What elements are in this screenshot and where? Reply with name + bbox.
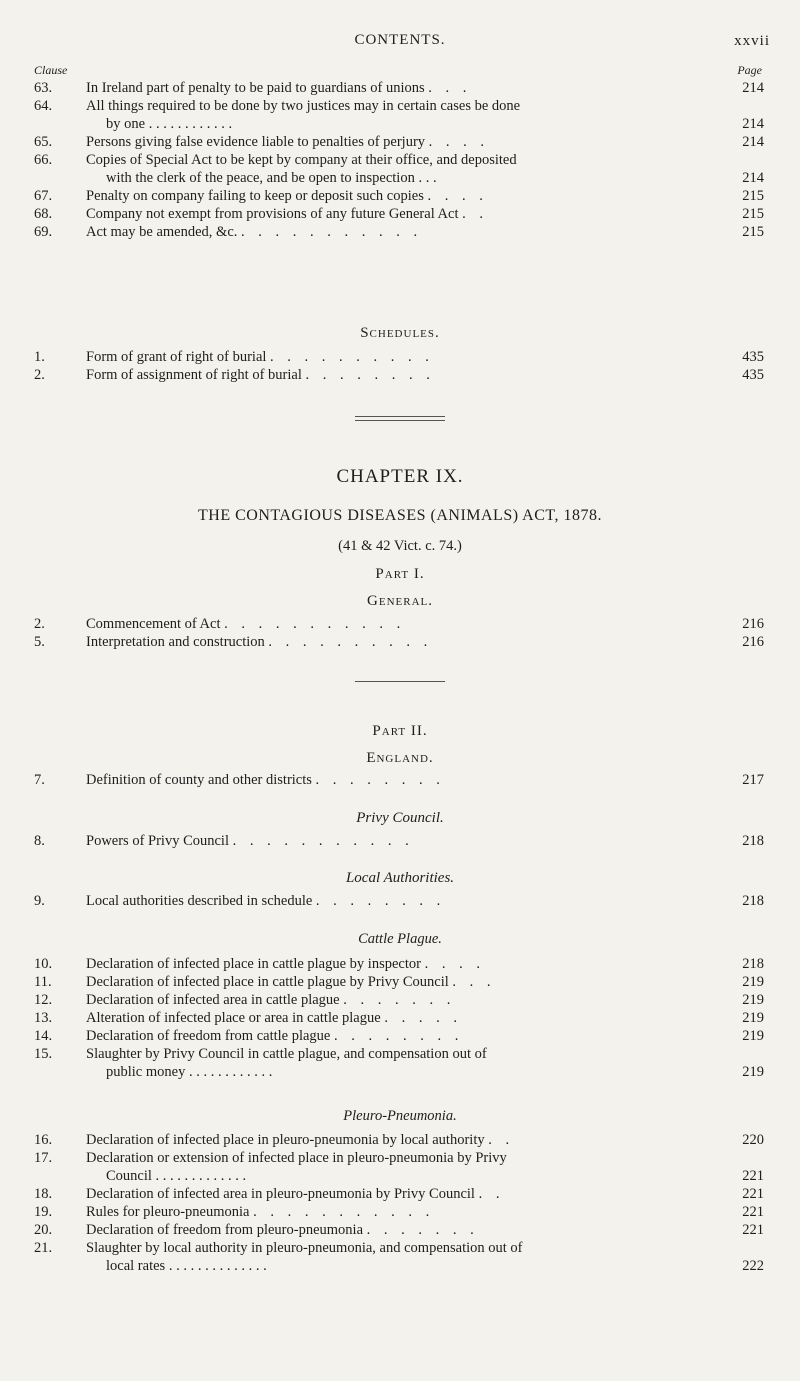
- clause-number: 2.: [34, 616, 45, 632]
- entry-continuation-text: with the clerk of the peace, and be open to inspection: [106, 170, 415, 186]
- page-reference: 215: [742, 224, 764, 240]
- toc-entry: [34, 1203, 764, 1221]
- entry-continuation-text: public money: [106, 1064, 186, 1080]
- clause-number: 10.: [34, 956, 53, 972]
- entry-title: [86, 633, 720, 651]
- entry-title-text: Form of assignment of right of burial: [86, 367, 302, 383]
- page-reference: 214: [742, 80, 764, 96]
- clause-number: 19.: [34, 1204, 53, 1220]
- entry-title-text: Declaration of infected area in pleuro-pneumonia by Privy Council: [86, 1186, 475, 1202]
- entry-title: [86, 615, 720, 633]
- page-number: xxvii: [734, 33, 770, 49]
- entry-title-text: Declaration of freedom from cattle plague: [86, 1028, 331, 1044]
- clause-number: 63.: [34, 80, 53, 96]
- leader-dots: . . . . . . . . . . . . .: [155, 1168, 247, 1184]
- page-reference: 216: [742, 616, 764, 632]
- toc-entry: [34, 1185, 764, 1203]
- clause-number: 5.: [34, 634, 45, 650]
- entry-title: [86, 97, 720, 115]
- leader-dots: . .: [478, 1186, 505, 1202]
- leader-dots: . . . . . . . .: [315, 893, 446, 909]
- page-reference: 435: [742, 367, 764, 383]
- toc-entry: [34, 1027, 764, 1045]
- toc-entry: [34, 1239, 764, 1275]
- entry-title: [86, 1027, 720, 1045]
- schedules-heading: Schedules.: [360, 325, 440, 341]
- clause-column-label: Clause: [34, 63, 68, 77]
- entry-title-text: Commencement of Act: [86, 616, 221, 632]
- act-citation: (41 & 42 Vict. c. 74.): [338, 538, 462, 554]
- entry-title: [86, 991, 720, 1009]
- entry-title-text: Declaration of infected place in cattle plague by inspector: [86, 956, 421, 972]
- leader-dots: . . . .: [427, 188, 488, 204]
- cattle-plague-heading: Cattle Plague.: [358, 931, 442, 947]
- entry-title-text: Slaughter by Privy Council in cattle plague, and compensation out of: [86, 1046, 487, 1062]
- entry-title-text: Local authorities described in schedule: [86, 893, 313, 909]
- page-reference: 221: [742, 1222, 764, 1238]
- page-reference: 219: [742, 1064, 764, 1080]
- entry-title-text: Interpretation and construction: [86, 634, 265, 650]
- clause-number: 8.: [34, 833, 45, 849]
- leader-dots: . . . . . . . . . . . . . .: [168, 1258, 267, 1274]
- page-reference: 218: [742, 956, 764, 972]
- leader-dots: . . .: [452, 974, 496, 990]
- leader-dots: . . . . . . . . . . .: [232, 833, 414, 849]
- clause-number: 69.: [34, 224, 53, 240]
- entry-title: [86, 892, 720, 910]
- entry-title-text: Declaration of freedom from pleuro-pneumonia: [86, 1222, 364, 1238]
- entry-continuation-text: by one: [106, 116, 146, 132]
- leader-dots: . .: [488, 1132, 515, 1148]
- page-reference: 217: [742, 772, 764, 788]
- clause-number: 21.: [34, 1240, 53, 1256]
- page-column-label: Page: [737, 63, 762, 77]
- toc-entry: [34, 348, 764, 366]
- clause-number: 7.: [34, 772, 45, 788]
- page-reference: 221: [742, 1204, 764, 1220]
- toc-section-privy-council: [34, 832, 764, 850]
- chapter-title: CHAPTER IX.: [336, 466, 464, 487]
- toc-section-schedules: [34, 348, 764, 384]
- leader-dots: . . . . . . . . . . . .: [148, 116, 233, 132]
- entry-title: [86, 79, 720, 97]
- clause-number: 14.: [34, 1028, 53, 1044]
- leader-dots: . . . . . . .: [343, 992, 456, 1008]
- toc-entry: [34, 991, 764, 1009]
- entry-title-text: Rules for pleuro-pneumonia: [86, 1204, 250, 1220]
- leader-dots: . . . . . . . . . . . .: [188, 1064, 273, 1080]
- entry-title: [86, 955, 720, 973]
- toc-entry: [34, 223, 764, 241]
- page-reference: 221: [742, 1186, 764, 1202]
- toc-section-part2: [34, 771, 764, 789]
- toc-entry: [34, 832, 764, 850]
- entry-title: [86, 832, 720, 850]
- clause-number: 16.: [34, 1132, 53, 1148]
- entry-title-text: Declaration of infected place in cattle plague by Privy Council: [86, 974, 449, 990]
- clause-number: 65.: [34, 134, 53, 150]
- clause-number: 17.: [34, 1150, 53, 1166]
- toc-entry: [34, 1221, 764, 1239]
- part2-subtitle: England.: [366, 750, 434, 766]
- clause-number: 67.: [34, 188, 53, 204]
- entry-title: [86, 133, 720, 151]
- page-reference: 216: [742, 634, 764, 650]
- chapter-divider: [355, 416, 445, 421]
- toc-entry: [34, 1149, 764, 1185]
- toc-entry: [34, 771, 764, 789]
- toc-entry: [34, 1009, 764, 1027]
- toc-section-pleuro-pneumonia: [34, 1131, 764, 1275]
- entry-title-text: Company not exempt from provisions of any future General Act: [86, 206, 459, 222]
- local-authorities-heading: Local Authorities.: [345, 870, 455, 886]
- entry-title: [86, 1045, 720, 1063]
- page-reference: 435: [742, 349, 764, 365]
- page-reference: 215: [742, 188, 764, 204]
- leader-dots: . .: [462, 206, 488, 222]
- entry-continuation-text: local rates: [106, 1258, 166, 1274]
- page-reference: 214: [742, 116, 764, 132]
- leader-dots: . . . . . . . . . .: [268, 634, 433, 650]
- entry-title-text: Slaughter by local authority in pleuro-pneumonia, and compensation out of: [86, 1240, 523, 1256]
- entry-title-text: Declaration of infected area in cattle plague: [86, 992, 340, 1008]
- part1-title: Part I.: [375, 566, 425, 582]
- entry-title: [86, 1149, 720, 1167]
- page-reference: 219: [742, 992, 764, 1008]
- toc-entry: [34, 366, 764, 384]
- page-reference: 214: [742, 170, 764, 186]
- entry-title-text: Alteration of infected place or area in cattle plague: [86, 1010, 381, 1026]
- page-reference: 219: [742, 974, 764, 990]
- leader-dots: . . . .: [424, 956, 485, 972]
- entry-title: [86, 366, 720, 384]
- leader-dots: . . . . . . . .: [334, 1028, 464, 1044]
- clause-number: 68.: [34, 206, 53, 222]
- entry-title-text: All things required to be done by two justices may in certain cases be done: [86, 98, 521, 114]
- entry-title: [86, 348, 720, 366]
- entry-title: [86, 1203, 720, 1221]
- part-divider: [355, 681, 445, 682]
- toc-entry: [34, 97, 764, 133]
- entry-title: [86, 771, 720, 789]
- toc-entry: [34, 955, 764, 973]
- clause-number: 2.: [34, 367, 45, 383]
- entry-title-text: Penalty on company failing to keep or deposit such copies: [86, 188, 424, 204]
- leader-dots: . . .: [428, 80, 472, 96]
- entry-title: [86, 973, 720, 991]
- page-reference: 215: [742, 206, 764, 222]
- clause-number: 12.: [34, 992, 53, 1008]
- toc-entry: [34, 79, 764, 97]
- clause-number: 66.: [34, 152, 53, 168]
- entry-continuation-text: Council: [106, 1168, 152, 1184]
- entry-title-text: Act may be amended, &c.: [86, 224, 238, 240]
- entry-title-continuation: [106, 115, 720, 133]
- entry-title: [86, 1221, 720, 1239]
- clause-number: 15.: [34, 1046, 53, 1062]
- entry-title: [86, 223, 720, 241]
- part2-title: Part II.: [372, 723, 428, 739]
- entry-title-continuation: [106, 1167, 720, 1185]
- entry-title: [86, 187, 720, 205]
- leader-dots: . . . . . . . .: [315, 772, 445, 788]
- page-reference: 222: [742, 1258, 764, 1274]
- page-reference: 219: [742, 1028, 764, 1044]
- toc-entry: [34, 205, 764, 223]
- toc-entry: [34, 151, 764, 187]
- entry-title-text: Persons giving false evidence liable to penalties of perjury: [86, 134, 426, 150]
- entry-title-text: Declaration of infected place in pleuro-pneumonia by local authority: [86, 1132, 485, 1148]
- entry-title: [86, 151, 720, 169]
- entry-title-text: Definition of county and other districts: [86, 772, 312, 788]
- toc-entry: [34, 1131, 764, 1149]
- toc-entry: [34, 1045, 764, 1081]
- clause-number: 9.: [34, 893, 45, 909]
- page-reference: 219: [742, 1010, 764, 1026]
- entry-title-text: In Ireland part of penalty to be paid to guardians of unions: [86, 80, 425, 96]
- leader-dots: . . . .: [428, 134, 490, 150]
- clause-number: 20.: [34, 1222, 53, 1238]
- entry-title-continuation: [106, 1257, 720, 1275]
- toc-entry: [34, 973, 764, 991]
- leader-dots: . . . . . . . . . .: [270, 349, 434, 365]
- toc-entry: [34, 892, 764, 910]
- toc-entry: [34, 615, 764, 633]
- toc-section-clauses: [34, 79, 764, 241]
- act-title: THE CONTAGIOUS DISEASES (ANIMALS) ACT, 1878.: [198, 507, 602, 524]
- toc-entry: [34, 133, 764, 151]
- page-reference: 214: [742, 134, 764, 150]
- leader-dots: . . . . .: [384, 1010, 462, 1026]
- pleuro-pneumonia-heading: Pleuro-Pneumonia.: [343, 1108, 457, 1124]
- clause-number: 13.: [34, 1010, 53, 1026]
- clause-number: 64.: [34, 98, 53, 114]
- page-reference: 218: [742, 893, 764, 909]
- entry-title: [86, 1009, 720, 1027]
- entry-title: [86, 1239, 720, 1257]
- entry-title: [86, 1185, 720, 1203]
- entry-title-text: Copies of Special Act to be kept by company at their office, and deposited: [86, 152, 517, 168]
- leader-dots: . . .: [418, 170, 437, 186]
- toc-section-part1: [34, 615, 764, 651]
- entry-title-text: Powers of Privy Council: [86, 833, 229, 849]
- privy-council-heading: Privy Council.: [356, 810, 444, 826]
- leader-dots: . . . . . . . . . . .: [224, 616, 406, 632]
- entry-title: [86, 205, 720, 223]
- toc-entry: [34, 633, 764, 651]
- clause-number: 1.: [34, 349, 45, 365]
- entry-title-continuation: [106, 1063, 720, 1081]
- page-reference: 218: [742, 833, 764, 849]
- toc-section-local-authorities: [34, 892, 764, 910]
- leader-dots: . . . . . . .: [366, 1222, 479, 1238]
- leader-dots: . . . . . . . . . . .: [253, 1204, 435, 1220]
- entry-title-continuation: [106, 169, 720, 187]
- clause-number: 18.: [34, 1186, 53, 1202]
- toc-entry: [34, 187, 764, 205]
- leader-dots: . . . . . . . . . . .: [241, 224, 423, 240]
- page-reference: 221: [742, 1168, 764, 1184]
- leader-dots: . . . . . . . .: [305, 367, 435, 383]
- running-head: CONTENTS.: [354, 32, 446, 48]
- part1-subtitle: General.: [367, 593, 433, 609]
- entry-title-text: Form of grant of right of burial: [86, 349, 267, 365]
- toc-section-cattle-plague: [34, 955, 764, 1081]
- page-reference: 220: [742, 1132, 764, 1148]
- clause-number: 11.: [34, 974, 52, 990]
- entry-title: [86, 1131, 720, 1149]
- entry-title-text: Declaration or extension of infected place in pleuro-pneumonia by Privy: [86, 1150, 507, 1166]
